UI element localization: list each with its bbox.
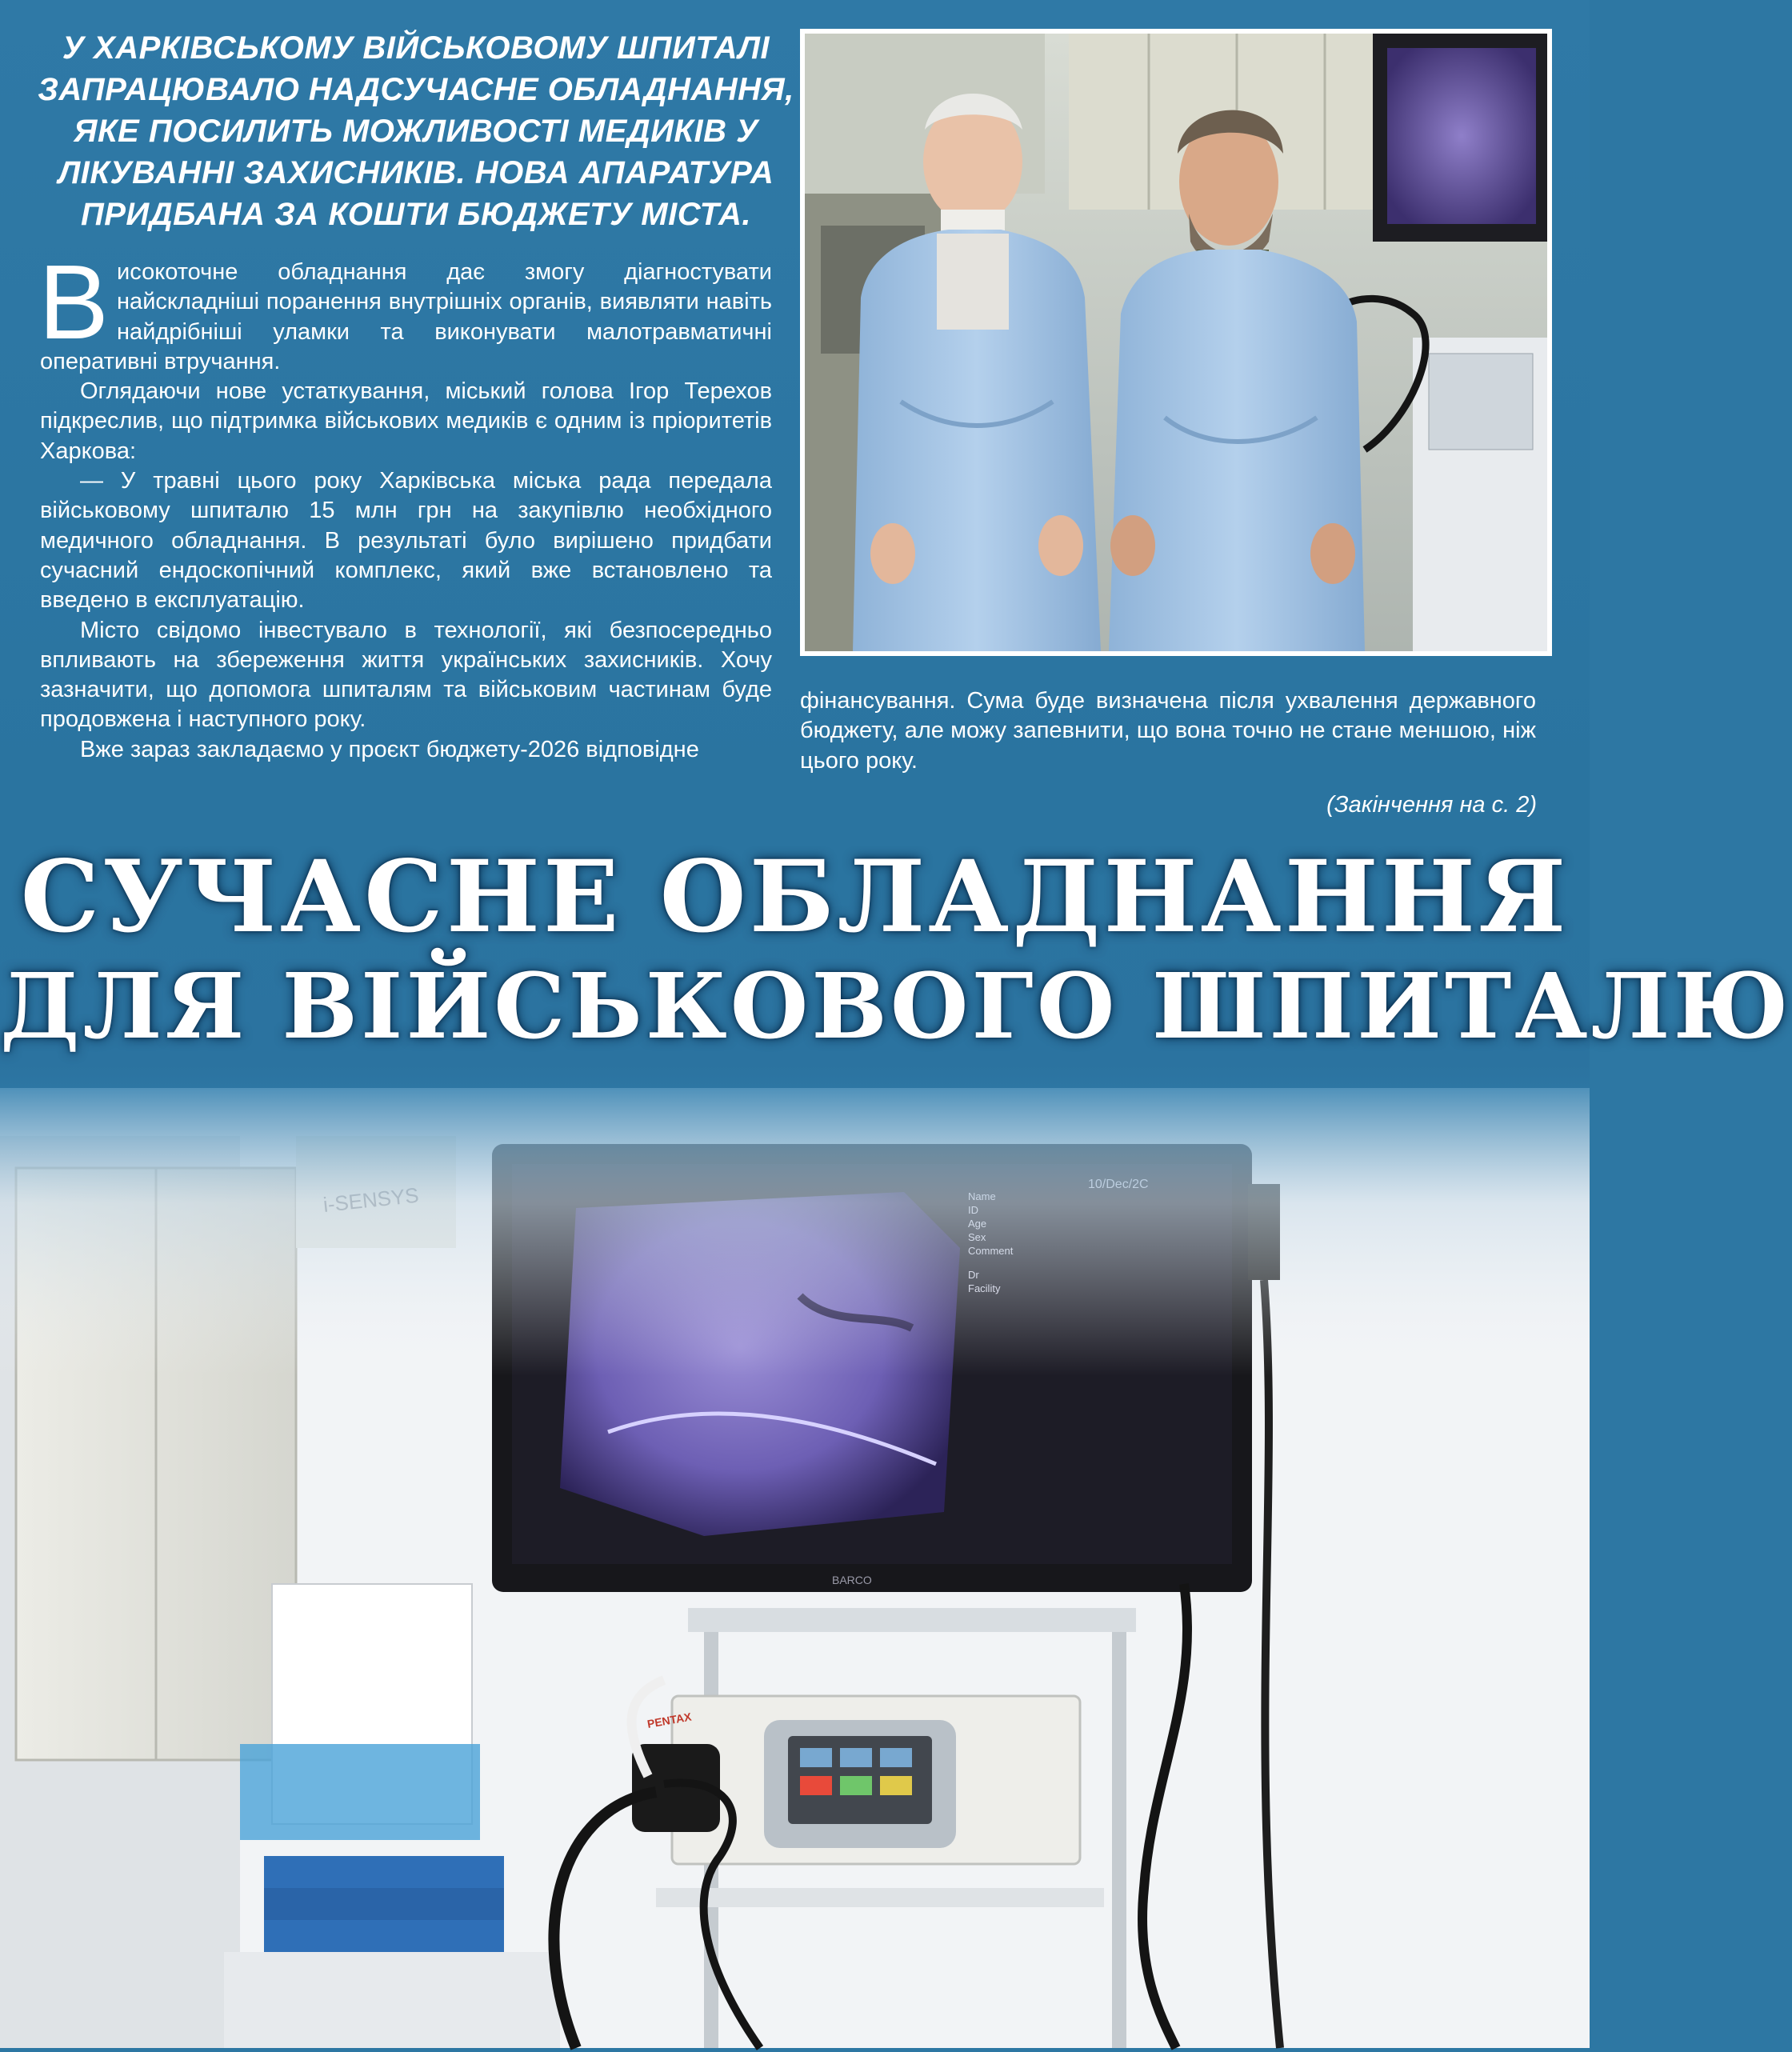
article-paragraph-3: — У травні цього року Харківська міська рада передала військовому шпиталю 15 млн грн на закупівлю необхідного медичного обладнання. В результаті було вирішено придбати сучасний ендоскопічний комплекс, який вже встановлено та введено в експлуатацію. <box>40 468 772 614</box>
paragraph-1-text: исокоточне обладнання дає змогу діагностувати найскладніші поранення внутрішніх органів, виявляти навіть найдрібніші уламки та виконувати малотравматичні оперативні втручання. <box>40 259 772 374</box>
lead-paragraph: У ХАРКІВСЬКОМУ ВІЙСЬКОВОМУ ШПИТАЛІ ЗАПРАЦЮВАЛО НАДСУЧАСНЕ ОБЛАДНАННЯ, ЯКЕ ПОСИЛИТЬ МОЖЛИВОСТІ МЕДИКІВ У ЛІКУВАННІ ЗАХИСНИКІВ. НОВА АПАРАТУРА ПРИДБАНА ЗА КОШТИ БЮДЖЕТУ МІСТА. <box>38 30 794 232</box>
photo-officials-in-gowns <box>800 29 1552 656</box>
article-paragraph-1 <box>38 243 772 377</box>
article-paragraph-2: Оглядаючи нове устаткування, міський голова Ігор Терехов підкреслив, що підтримка військових медиків є одним із пріоритетів Харкова: <box>40 378 772 464</box>
article-body-left <box>38 243 772 765</box>
headline-line-2: ДЛЯ ВІЙСЬКОВОГО ШПИТАЛЮ <box>0 954 1792 1059</box>
photo-endoscopic-equipment <box>0 1088 1590 2048</box>
headline-line-1: СУЧАСНЕ ОБЛАДНАННЯ <box>20 839 1570 955</box>
article-body-right <box>800 686 1536 776</box>
equipment-photo-illustration <box>0 1088 1590 2048</box>
officials-photo-illustration <box>805 34 1547 651</box>
continued-note: (Закінчення на с. 2) <box>1326 792 1537 818</box>
article-paragraph-4: Місто свідомо інвестувало в технології, які безпосередньо впливають на збереження життя українських захисників. Хочу зазначити, що допомога шпиталям та військовим частинам буде продовжена і наступного року. <box>40 617 772 733</box>
article-paragraph-6: фінансування. Сума буде визначена після ухвалення державного бюджету, але можу запевнити, що вона точно не стане меншою, ніж цього року. <box>800 688 1536 774</box>
article-paragraph-5: Вже зараз закладаємо у проєкт бюджету-2026 відповідне <box>80 736 699 762</box>
drop-cap: В <box>38 243 110 361</box>
